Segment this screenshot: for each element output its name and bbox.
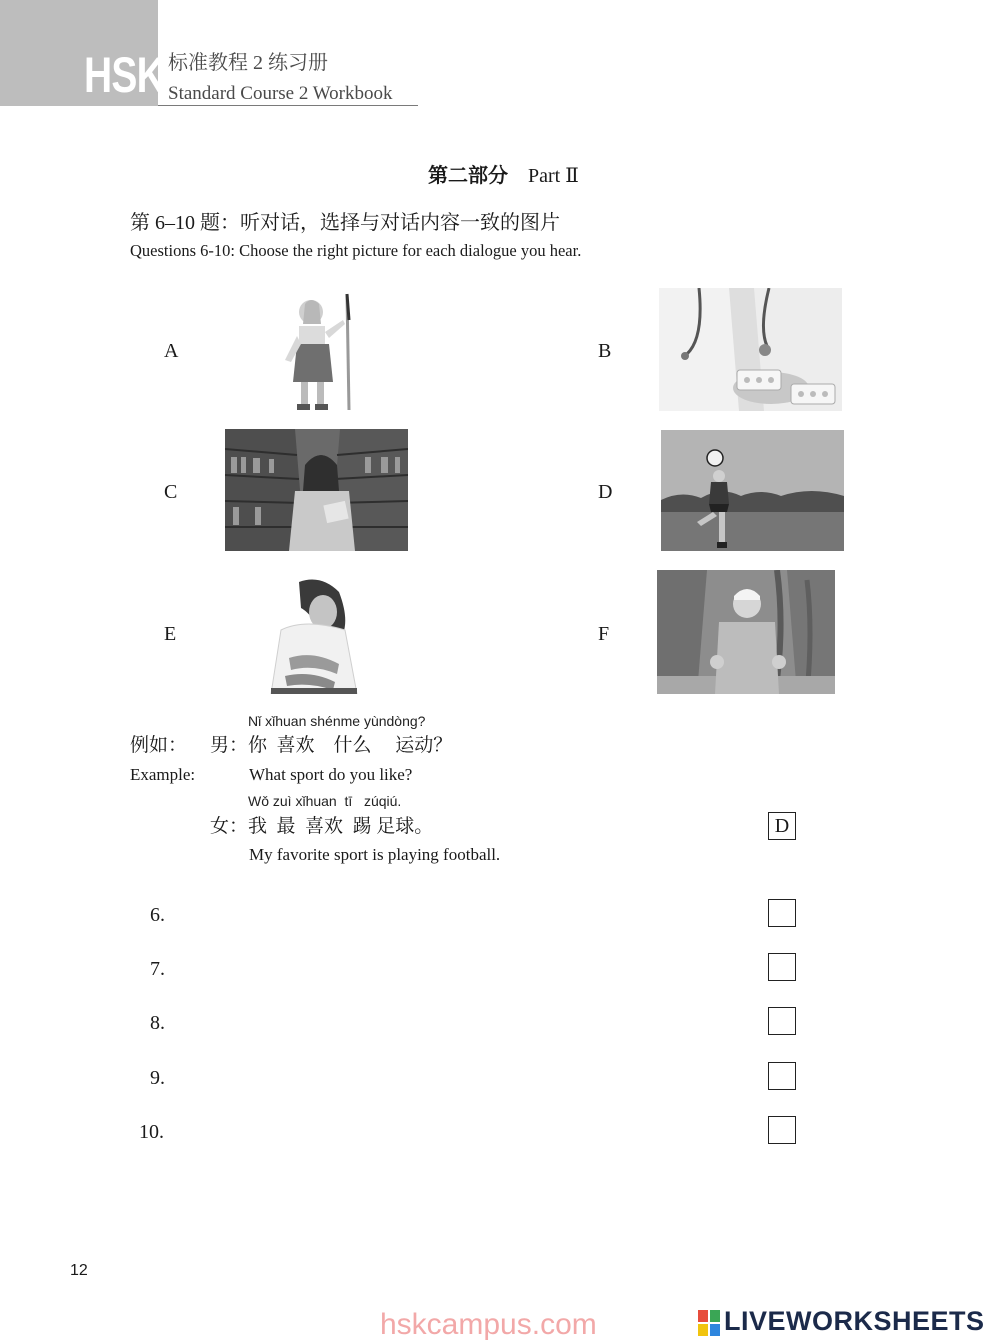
- answer-box-7[interactable]: [768, 953, 796, 981]
- question-number-7: 7.: [150, 958, 165, 980]
- part-title: [428, 166, 579, 186]
- speaker-male: 男：: [210, 735, 249, 756]
- example-line-2-en: My favorite sport is playing football.: [249, 845, 501, 864]
- part-title-en: Part Ⅱ: [528, 165, 579, 187]
- example-label-cn: 例如：: [130, 735, 188, 756]
- picture-woman-with-stomachache: [265, 578, 365, 694]
- example-pinyin-1: Nǐ xǐhuan shénme yùndòng?: [248, 713, 426, 729]
- option-letter-e: E: [164, 623, 177, 645]
- question-number-9: 9.: [150, 1067, 165, 1089]
- instruction-cn: 第 6–10 题：听对话，选择与对话内容一致的图片: [130, 212, 560, 234]
- option-letter-c: C: [164, 481, 178, 503]
- example-line-1-en: What sport do you like?: [249, 765, 413, 784]
- option-letter-f: F: [598, 623, 610, 645]
- question-number-6: 6.: [150, 904, 165, 926]
- speaker-female: 女：: [210, 816, 249, 837]
- picture-woman-playing-football: [661, 430, 844, 551]
- header-underline: [158, 105, 418, 106]
- hsk-logo: HSK: [84, 47, 165, 103]
- option-letter-d: D: [598, 481, 613, 503]
- example-line-1-cn: 你 喜欢 什么 运动？: [248, 735, 453, 756]
- answer-box-8[interactable]: [768, 1007, 796, 1035]
- picture-doctor-with-pills: [659, 288, 842, 411]
- picture-girl-with-stick: [275, 290, 365, 412]
- question-number-8: 8.: [150, 1012, 165, 1034]
- answer-box-6[interactable]: [768, 899, 796, 927]
- example-answer-box: D: [768, 812, 796, 840]
- picture-old-man-running: [657, 570, 835, 694]
- liveworksheets-brand[interactable]: LIVEWORKSHEETS: [724, 1306, 985, 1336]
- book-title-cn: 标准教程 2 练习册: [168, 52, 328, 74]
- book-title-en: Standard Course 2 Workbook: [168, 83, 393, 104]
- option-letter-b: B: [598, 340, 612, 362]
- site-watermark: hskcampus.com: [380, 1308, 597, 1341]
- liveworksheets-logo-icon: [698, 1310, 720, 1336]
- example-line-2-cn: 我 最 喜欢 踢 足球。: [248, 816, 434, 837]
- answer-box-10[interactable]: [768, 1116, 796, 1144]
- answer-box-9[interactable]: [768, 1062, 796, 1090]
- part-title-cn: 第二部分: [428, 165, 508, 187]
- example-pinyin-2: Wǒ zuì xǐhuan tī zúqiú.: [248, 793, 402, 809]
- example-label-en: Example:: [130, 765, 196, 784]
- picture-woman-in-library: [225, 429, 408, 551]
- option-letter-a: A: [164, 340, 179, 362]
- instruction-en: Questions 6-10: Choose the right picture for each dialogue you hear.: [130, 241, 582, 260]
- page-number: 12: [70, 1262, 88, 1279]
- question-number-10: 10.: [139, 1121, 164, 1143]
